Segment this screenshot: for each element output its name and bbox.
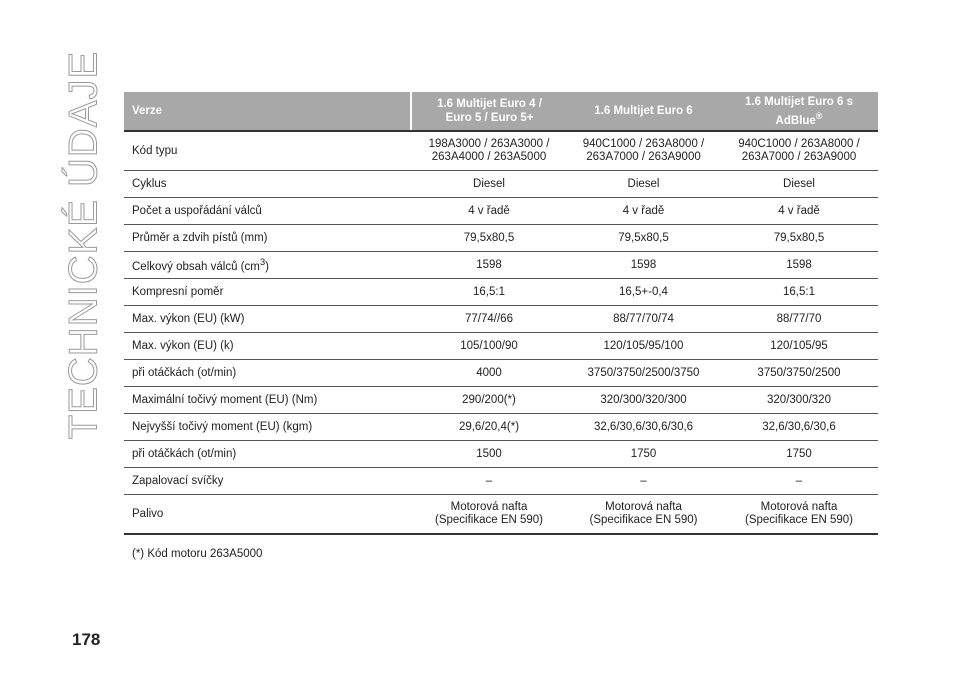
table-row	[124, 171, 878, 198]
cell-value: 79,5x80,5	[411, 225, 567, 252]
table-row	[124, 198, 878, 225]
table-header-row	[124, 92, 878, 131]
cell-value: 105/100/90	[411, 333, 567, 360]
cell-value: 16,5:1	[720, 279, 878, 306]
row-label: Max. výkon (EU) (k)	[124, 333, 411, 360]
table-row	[124, 333, 878, 360]
cell-value: Diesel	[720, 171, 878, 198]
cell-value: 16,5+-0,4	[567, 279, 720, 306]
cell-value: 16,5:1	[411, 279, 567, 306]
cell-value: 79,5x80,5	[720, 225, 878, 252]
cell-value: 4 v řadě	[411, 198, 567, 225]
cell-value: 4 v řadě	[720, 198, 878, 225]
cell-value: 1750	[720, 441, 878, 468]
row-label	[124, 252, 411, 279]
cell-value: 940C1000 / 263A8000 / 263A7000 / 263A9000	[567, 131, 720, 171]
cell-value: Diesel	[411, 171, 567, 198]
cell-value: 77/74//66	[411, 306, 567, 333]
row-label: Kód typu	[124, 131, 411, 171]
header-col-euro6: 1.6 Multijet Euro 6	[567, 92, 720, 131]
cell-value: 3750/3750/2500/3750	[567, 360, 720, 387]
cell-value: 32,6/30,6/30,6	[720, 414, 878, 441]
cell-value: 940C1000 / 263A8000 / 263A7000 / 263A9000	[720, 131, 878, 171]
cell-value: 120/105/95	[720, 333, 878, 360]
table-row	[124, 414, 878, 441]
cell-value: 120/105/95/100	[567, 333, 720, 360]
row-label: Max. výkon (EU) (kW)	[124, 306, 411, 333]
cell-value: 4 v řadě	[567, 198, 720, 225]
table-row	[124, 131, 878, 171]
row-label-text: Celkový obsah válců (cm	[132, 260, 260, 273]
row-label: Kompresní poměr	[124, 279, 411, 306]
cell-value: 88/77/70	[720, 306, 878, 333]
cell-value: 198A3000 / 263A3000 / 263A4000 / 263A5000	[411, 131, 567, 171]
header-col-euro6-adblue	[720, 92, 878, 131]
cell-value: 320/300/320/300	[567, 387, 720, 414]
cell-value: Motorová nafta (Specifikace EN 590)	[567, 495, 720, 535]
row-label-suffix: )	[265, 260, 269, 273]
row-label: Zapalovací svíčky	[124, 468, 411, 495]
row-label: Maximální točivý moment (EU) (Nm)	[124, 387, 411, 414]
section-title: TECHNICKÉ ÚDAJE	[61, 50, 106, 440]
cell-value: 29,6/20,4(*)	[411, 414, 567, 441]
table-row	[124, 306, 878, 333]
cell-value: 320/300/320	[720, 387, 878, 414]
cell-value: 3750/3750/2500	[720, 360, 878, 387]
cell-value: 1500	[411, 441, 567, 468]
cell-value: 1598	[567, 252, 720, 279]
row-label: Počet a uspořádání válců	[124, 198, 411, 225]
header-col-euro4-5: 1.6 Multijet Euro 4 / Euro 5 / Euro 5+	[411, 92, 567, 131]
cell-value: –	[567, 468, 720, 495]
row-label: Nejvyšší točivý moment (EU) (kgm)	[124, 414, 411, 441]
registered-mark: ®	[815, 110, 823, 121]
row-label: Průměr a zdvih pístů (mm)	[124, 225, 411, 252]
table-row	[124, 252, 878, 279]
table-row	[124, 441, 878, 468]
row-label: při otáčkách (ot/min)	[124, 441, 411, 468]
engine-spec-table	[124, 92, 878, 535]
row-label: Palivo	[124, 495, 411, 535]
table-row	[124, 468, 878, 495]
header-label: Verze	[124, 92, 411, 131]
superscript: 3	[259, 257, 266, 269]
cell-value: 79,5x80,5	[567, 225, 720, 252]
table-row	[124, 225, 878, 252]
table-row	[124, 360, 878, 387]
footnote: (*) Kód motoru 263A5000	[132, 548, 263, 560]
row-label: Cyklus	[124, 171, 411, 198]
cell-value: 1598	[411, 252, 567, 279]
cell-value: 4000	[411, 360, 567, 387]
cell-value: Motorová nafta (Specifikace EN 590)	[411, 495, 567, 535]
cell-value: –	[411, 468, 567, 495]
table-row	[124, 279, 878, 306]
row-label: při otáčkách (ot/min)	[124, 360, 411, 387]
cell-value: 290/200(*)	[411, 387, 567, 414]
cell-value: 1598	[720, 252, 878, 279]
cell-value: 1750	[567, 441, 720, 468]
cell-value: –	[720, 468, 878, 495]
cell-value: 88/77/70/74	[567, 306, 720, 333]
cell-value: Motorová nafta (Specifikace EN 590)	[720, 495, 878, 535]
page-number: 178	[72, 630, 101, 649]
cell-value: Diesel	[567, 171, 720, 198]
table-row	[124, 387, 878, 414]
cell-value: 32,6/30,6/30,6/30,6	[567, 414, 720, 441]
header-col-euro6-adblue-text: 1.6 Multijet Euro 6 s AdBlue	[745, 95, 853, 127]
table-row	[124, 495, 878, 535]
